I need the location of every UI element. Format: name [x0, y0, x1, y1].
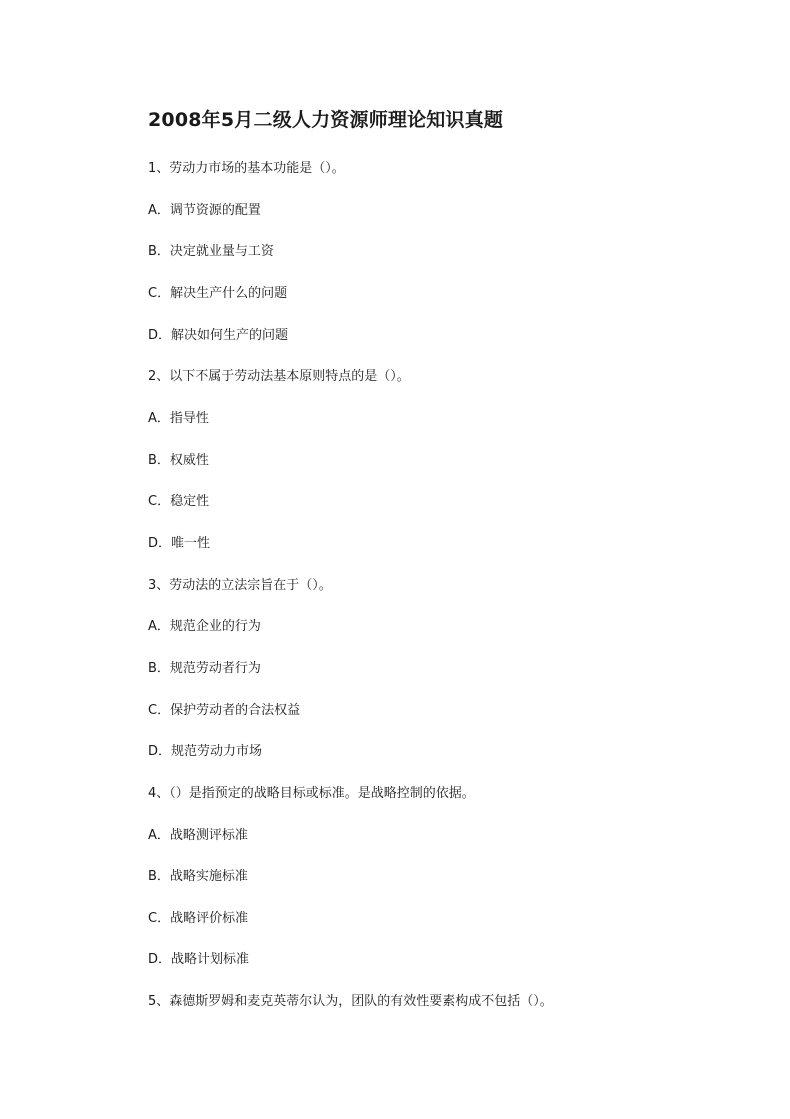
question-stem: 1、劳动力市场的基本功能是（）。 — [148, 161, 345, 176]
answer-option: D．战略计划标准 — [148, 952, 250, 968]
answer-option: C．战略评价标准 — [148, 910, 249, 926]
question-stem: 4、（）是指预定的战略目标或标准。是战略控制的依据。 — [148, 785, 475, 801]
answer-option: C．稳定性 — [148, 494, 210, 510]
answer-option: D．解决如何生产的问题 — [148, 327, 289, 343]
answer-option: C．保护劳动者的合法权益 — [148, 702, 301, 718]
answer-option: C．解决生产什么的问题 — [148, 285, 288, 301]
answer-option: A．战略测评标准 — [148, 827, 248, 843]
document-title: 2008年5月二级人力资源师理论知识真题 — [148, 109, 504, 131]
answer-option: A．规范企业的行为 — [148, 619, 261, 635]
answer-option: A．指导性 — [148, 410, 209, 426]
question-stem: 5、森德斯罗姆和麦克英蒂尔认为，团队的有效性要素构成不包括（）。 — [148, 994, 553, 1010]
answer-option: A．调节资源的配置 — [148, 202, 261, 218]
answer-option: D．唯一性 — [148, 535, 211, 551]
question-stem: 3、劳动法的立法宗旨在于（）。 — [148, 577, 332, 593]
answer-option: B．决定就业量与工资 — [148, 244, 274, 260]
answer-option: B．规范劳动者行为 — [148, 660, 261, 676]
question-stem: 2、以下不属于劳动法基本原则特点的是（）。 — [148, 369, 410, 385]
answer-option: B．战略实施标准 — [148, 869, 248, 885]
question-list — [148, 158, 748, 1033]
answer-option: D．规范劳动力市场 — [148, 744, 263, 760]
answer-option: B．权威性 — [148, 452, 209, 468]
